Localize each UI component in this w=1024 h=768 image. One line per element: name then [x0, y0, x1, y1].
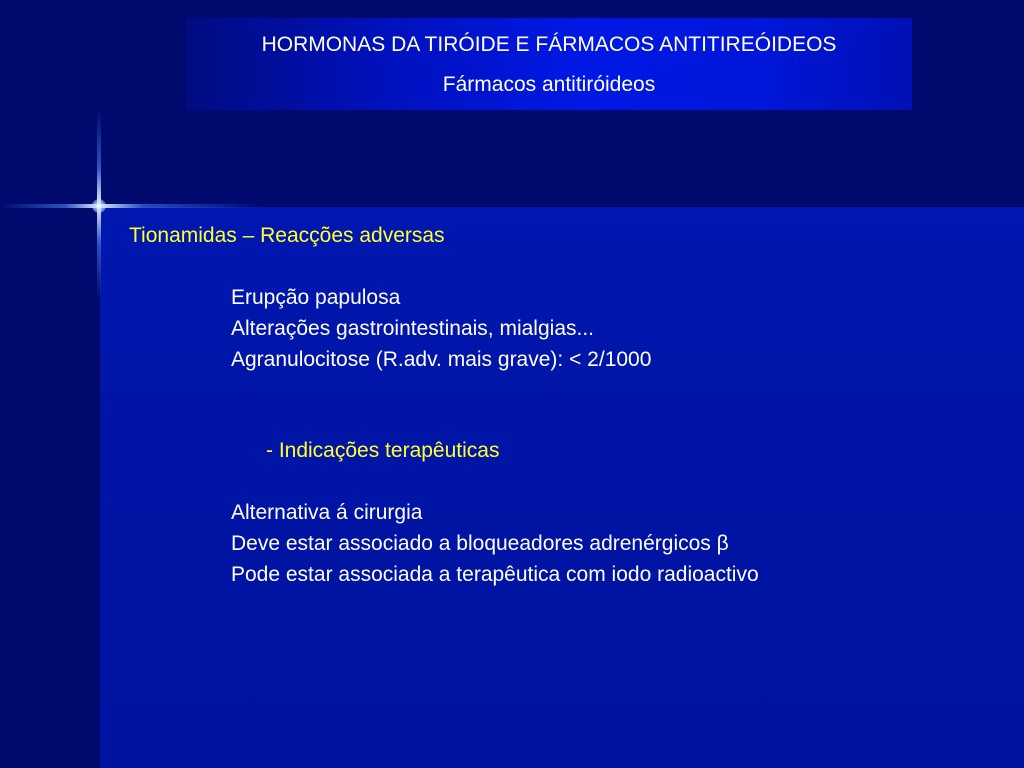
slide-subtitle: Fármacos antitiróideos — [442, 73, 656, 96]
light-flare-horizontal — [0, 204, 260, 208]
section-heading-adverse-reactions: Tionamidas – Reacções adversas — [129, 224, 445, 247]
slide-title: HORMONAS DA TIRÓIDE E FÁRMACOS ANTITIREÓIDEOS — [261, 33, 837, 56]
light-flare-core — [92, 199, 106, 213]
list-item: Deve estar associado a bloqueadores adrenérgicos β — [231, 532, 729, 555]
section-heading-indications: - Indicações terapêuticas — [266, 439, 500, 462]
list-item: Alternativa á cirurgia — [231, 501, 423, 524]
list-item: Erupção papulosa — [231, 286, 401, 309]
list-item: Pode estar associada a terapêutica com iodo radioactivo — [231, 563, 759, 586]
list-item: Agranulocitose (R.adv. mais grave): < 2/1000 — [231, 348, 652, 371]
list-item: Alterações gastrointestinais, mialgias... — [231, 317, 594, 340]
